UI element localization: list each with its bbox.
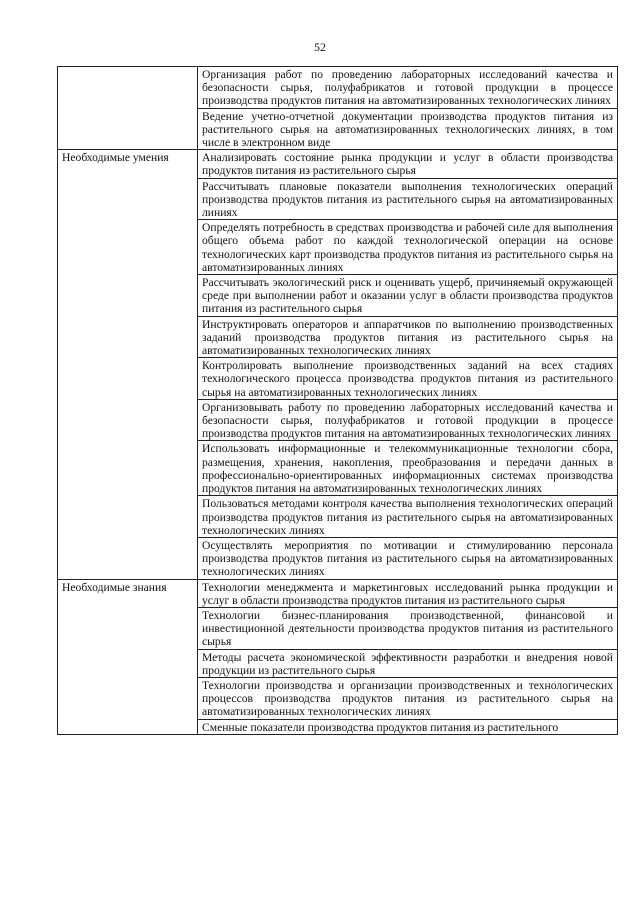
- empty-label-cell: [58, 67, 198, 150]
- knowledge-item: Сменные показатели производства продуктов питания из растительного: [198, 719, 618, 734]
- page-number: 52: [314, 40, 326, 54]
- skill-item: Контролировать выполнение производственных заданий на всех стадиях технологического процесса производства продуктов питания из растительного сырья на автоматизированных технологических линиях: [198, 358, 618, 400]
- knowledge-item: Технологии бизнес-планирования производственной, финансовой и инвестиционной деятельности производства продуктов питания из растительного сырья: [198, 607, 618, 649]
- skill-item: Пользоваться методами контроля качества выполнения технологических операций производства продуктов питания из растительного сырья на автоматизированных технологических линиях: [198, 496, 618, 538]
- table-row: [58, 67, 618, 109]
- skill-item: Рассчитывать плановые показатели выполнения технологических операций производства продуктов питания из растительного сырья на автоматизированных линиях: [198, 178, 618, 220]
- table-row: [58, 150, 618, 178]
- table-row: [58, 579, 618, 607]
- skill-item: Определять потребность в средствах производства и рабочей силе для выполнения общего объема работ по каждой технологической операции на основе технологических карт производства продуктов питания из растительного сырья на автоматизированных линиях: [198, 220, 618, 275]
- knowledge-label: Необходимые знания: [58, 579, 198, 734]
- skill-item: Рассчитывать экологический риск и оценивать ущерб, причиняемый окружающей среде при выполнении работ и оказании услуг в области производства продуктов питания из растительного сырья: [198, 275, 618, 317]
- knowledge-item: Технологии производства и организации производственных и технологических процессов производства продуктов питания из растительного сырья на автоматизированных технологических линиях: [198, 677, 618, 719]
- skills-label: Необходимые умения: [58, 150, 198, 579]
- skill-item: Осуществлять мероприятия по мотивации и стимулированию персонала производства продуктов питания из растительного сырья на автоматизированных технологических линиях: [198, 537, 618, 579]
- skill-item: Анализировать состояние рынка продукции и услуг в области производства продуктов питания из растительного сырья: [198, 150, 618, 178]
- skill-item: Использовать информационные и телекоммуникационные технологии сбора, размещения, хранения, накопления, преобразования и передачи данных в профессионально-ориентированных информационных системах производства продуктов питания на автоматизированных технологических линиях: [198, 441, 618, 496]
- labor-action-cell: Организация работ по проведению лабораторных исследований качества и безопасности сырья, полуфабрикатов и готовой продукции в процессе производства продуктов питания на автоматизированных технологических линиях: [198, 67, 618, 109]
- knowledge-item: Методы расчета экономической эффективности разработки и внедрения новой продукции из растительного сырья: [198, 649, 618, 677]
- skill-item: Инструктировать операторов и аппаратчиков по выполнению производственных заданий производства продуктов питания из растительного сырья на автоматизированных технологических линиях: [198, 316, 618, 358]
- competency-table: [57, 66, 618, 735]
- skill-item: Организовывать работу по проведению лабораторных исследований качества и безопасности сырья, полуфабрикатов и готовой продукции в процессе производства продуктов питания на автоматизированных технологических линиях: [198, 399, 618, 441]
- labor-action-cell: Ведение учетно-отчетной документации производства продуктов питания из растительного сырья на автоматизированных технологических линиях, в том числе в электронном виде: [198, 108, 618, 150]
- knowledge-item: Технологии менеджмента и маркетинговых исследований рынка продукции и услуг в области производства продуктов питания из растительного сырья: [198, 579, 618, 607]
